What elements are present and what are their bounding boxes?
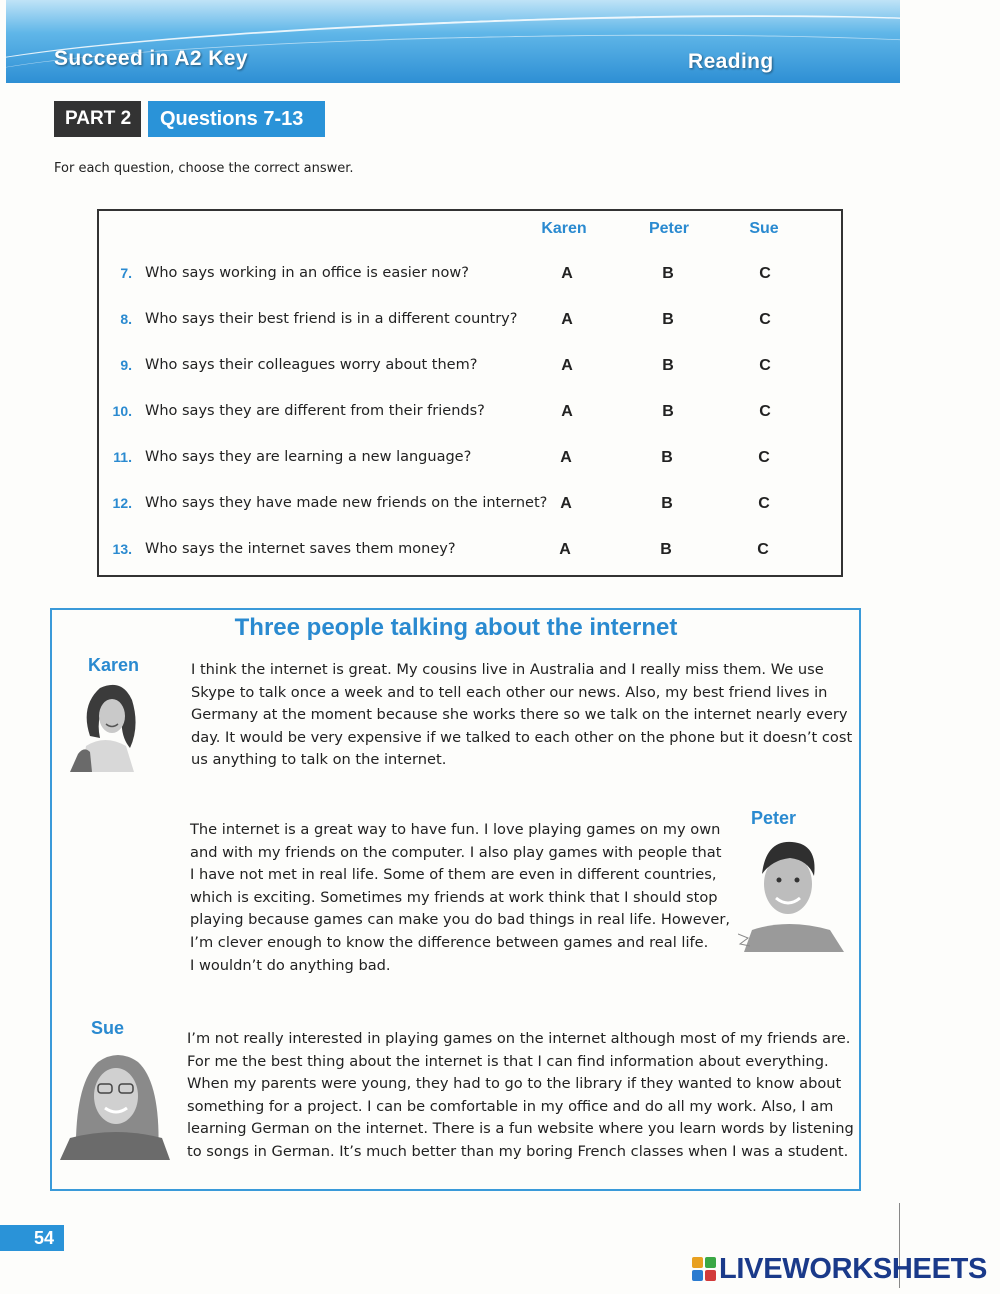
option-b[interactable]: B [662, 357, 674, 374]
option-b[interactable]: B [660, 541, 672, 558]
page-number: 54 [0, 1225, 64, 1251]
text-line: When my parents were young, they had to go to the library if they wanted to know about [187, 1075, 842, 1093]
part-label: PART 2 [54, 101, 141, 137]
question-text: Who says the internet saves them money? [145, 541, 456, 557]
question-number: 11. [113, 449, 132, 465]
question-number: 7. [120, 265, 132, 281]
option-a[interactable]: A [561, 311, 573, 328]
option-b[interactable]: B [662, 311, 674, 328]
option-c[interactable]: C [757, 541, 769, 558]
text-line: I think the internet is great. My cousins live in Australia and I really miss them. We use [191, 661, 824, 678]
question-number: 9. [120, 357, 132, 373]
option-b[interactable]: B [662, 265, 674, 282]
reading-title: Three people talking about the internet [234, 614, 678, 641]
karen-paragraph [191, 659, 852, 772]
option-a[interactable]: A [561, 403, 573, 420]
sue-photo [58, 1044, 172, 1160]
option-c[interactable]: C [758, 495, 770, 512]
option-a[interactable]: A [561, 357, 573, 374]
question-row [0, 403, 1000, 427]
question-row [0, 357, 1000, 381]
question-text: Who says they are learning a new language? [145, 449, 472, 465]
column-header-karen: Karen [541, 220, 587, 237]
question-text: Who says their best friend is in a different country? [145, 311, 518, 327]
sue-paragraph [187, 1028, 854, 1164]
text-line: Skype to talk once a week and to tell each other our news. Also, my best friend lives in [191, 683, 828, 701]
question-row [0, 449, 1000, 473]
question-number: 13. [112, 541, 132, 557]
option-c[interactable]: C [759, 311, 771, 328]
option-a[interactable]: A [560, 449, 572, 466]
option-b[interactable]: B [662, 403, 674, 420]
text-line: For me the best thing about the internet is that I can find information about everything. [187, 1052, 829, 1070]
text-line: and with my friends on the computer. I also play games with people that [190, 843, 722, 861]
option-b[interactable]: B [661, 449, 673, 466]
instruction-text: For each question, choose the correct answer. [54, 161, 354, 176]
text-line: I wouldn’t do anything bad. [190, 956, 391, 974]
column-header-peter: Peter [648, 220, 690, 237]
option-a[interactable]: A [559, 541, 571, 558]
option-c[interactable]: C [759, 403, 771, 420]
text-line: something for a project. I can be comfortable in my office and do all my work. Also, I am [187, 1097, 834, 1115]
question-text: Who says working in an office is easier now? [145, 265, 469, 281]
text-line: Germany at the moment because she works there so we talk on the internet nearly every [191, 706, 848, 724]
text-line: learning German on the internet. There is a fun website where you learn words by listening [187, 1120, 854, 1138]
question-row [0, 311, 1000, 335]
question-text: Who says their colleagues worry about them? [145, 357, 478, 373]
text-line: I’m not really interested in playing games on the internet although most of my friends are. [187, 1030, 851, 1047]
liveworksheets-logo [692, 1253, 987, 1285]
text-line: us anything to talk on the internet. [191, 751, 447, 769]
option-c[interactable]: C [758, 449, 770, 466]
text-line: to songs in German. It’s much better than my boring French classes when I was a student. [187, 1142, 849, 1160]
option-a[interactable]: A [560, 495, 572, 512]
question-text: Who says they have made new friends on the internet? [145, 495, 548, 511]
text-line: day. It would be very expensive if we talked to each other on the phone but it doesn’t cost [191, 728, 853, 746]
text-line: I’m clever enough to know the difference between games and real life. [190, 933, 709, 951]
page-header-banner [6, 0, 900, 83]
karen-photo [60, 676, 150, 772]
book-title: Succeed in A2 Key [54, 47, 248, 70]
person-name-peter: Peter [751, 808, 797, 828]
person-name-sue: Sue [91, 1018, 125, 1038]
question-text: Who says they are different from their friends? [145, 403, 485, 419]
person-name-karen: Karen [88, 655, 140, 675]
section-title: Reading [688, 50, 774, 73]
peter-paragraph [190, 819, 730, 977]
question-row [0, 495, 1000, 519]
option-b[interactable]: B [661, 495, 673, 512]
option-a[interactable]: A [561, 265, 573, 282]
option-c[interactable]: C [759, 357, 771, 374]
column-header-sue: Sue [749, 220, 779, 237]
question-number: 12. [112, 495, 132, 511]
text-line: The internet is a great way to have fun. I love playing games on my own [190, 821, 721, 838]
text-line: which is exciting. Sometimes my friends at work think that I should stop [190, 888, 718, 906]
question-row [0, 265, 1000, 289]
question-number: 8. [120, 311, 132, 327]
option-c[interactable]: C [759, 265, 771, 282]
question-row [0, 541, 1000, 565]
text-line: I have not met in real life. Some of them are even in different countries, [190, 866, 717, 884]
liveworksheets-wordmark: LIVEWORKSHEETS [719, 1252, 988, 1285]
part-questions-range: Questions 7-13 [148, 101, 325, 137]
liveworksheets-icon [692, 1257, 716, 1281]
question-number: 10. [112, 403, 132, 419]
peter-photo [738, 834, 846, 952]
text-line: playing because games can make you do bad things in real life. However, [190, 911, 730, 929]
